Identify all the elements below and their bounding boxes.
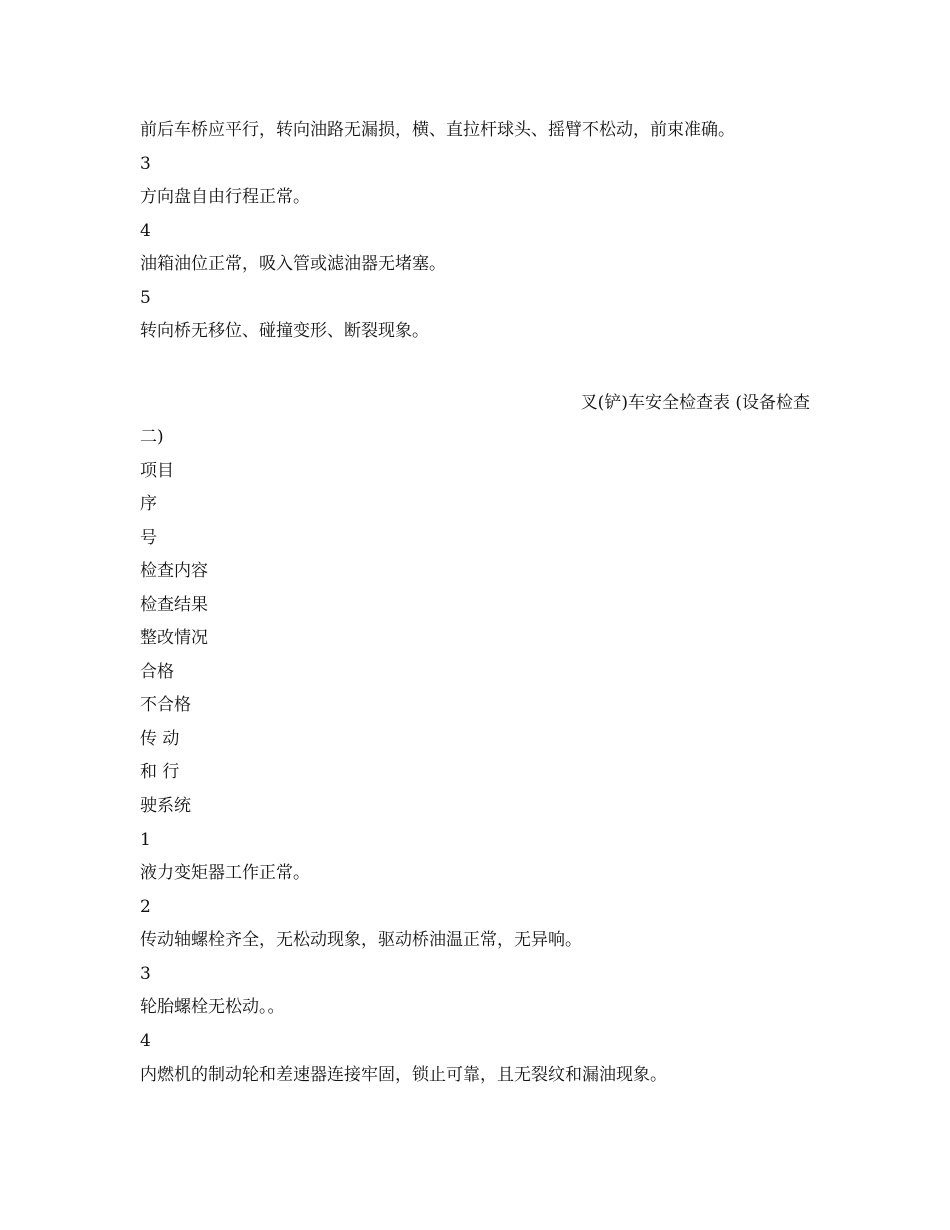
text-line: 1 [140,830,151,850]
text-line: 方向盘自由行程正常。 [140,187,310,207]
text-line: 4 [140,1031,151,1051]
text-line: 不合格 [140,695,191,715]
text-line: 2 [140,897,151,917]
text-line: 转向桥无移位、碰撞变形、断裂现象。 [140,321,429,341]
text-line: 整改情况 [140,628,208,648]
text-line: 4 [140,221,151,241]
text-line: 3 [140,964,151,984]
text-line: 液力变矩器工作正常。 [140,863,310,883]
text-line: 内燃机的制动轮和差速器连接牢固，锁止可靠，且无裂纹和漏油现象。 [140,1065,667,1085]
section-title: 叉(铲)车安全检查表 (设备检查 [580,393,810,413]
text-line: 合格 [140,662,174,682]
text-line: 驶系统 [140,796,191,816]
text-line: 序 [140,494,157,514]
text-line: 检查结果 [140,595,208,615]
text-line: 前后车桥应平行，转向油路无漏损，横、直拉杆球头、摇臂不松动，前束准确。 [140,120,735,140]
text-line: 项目 [140,461,174,481]
text-line: 3 [140,154,151,174]
text-line: 检查内容 [140,561,208,581]
text-line: 轮胎螺栓无松动。。 [140,997,285,1017]
text-line: 和 行 [140,762,180,782]
text-line: 5 [140,288,151,308]
text-line: 传 动 [140,729,180,749]
section-title-continued: 二) [140,427,164,447]
text-line: 油箱油位正常，吸入管或滤油器无堵塞。 [140,254,446,274]
text-line: 传动轴螺栓齐全，无松动现象，驱动桥油温正常，无异响。 [140,930,582,950]
text-line: 号 [140,528,157,548]
